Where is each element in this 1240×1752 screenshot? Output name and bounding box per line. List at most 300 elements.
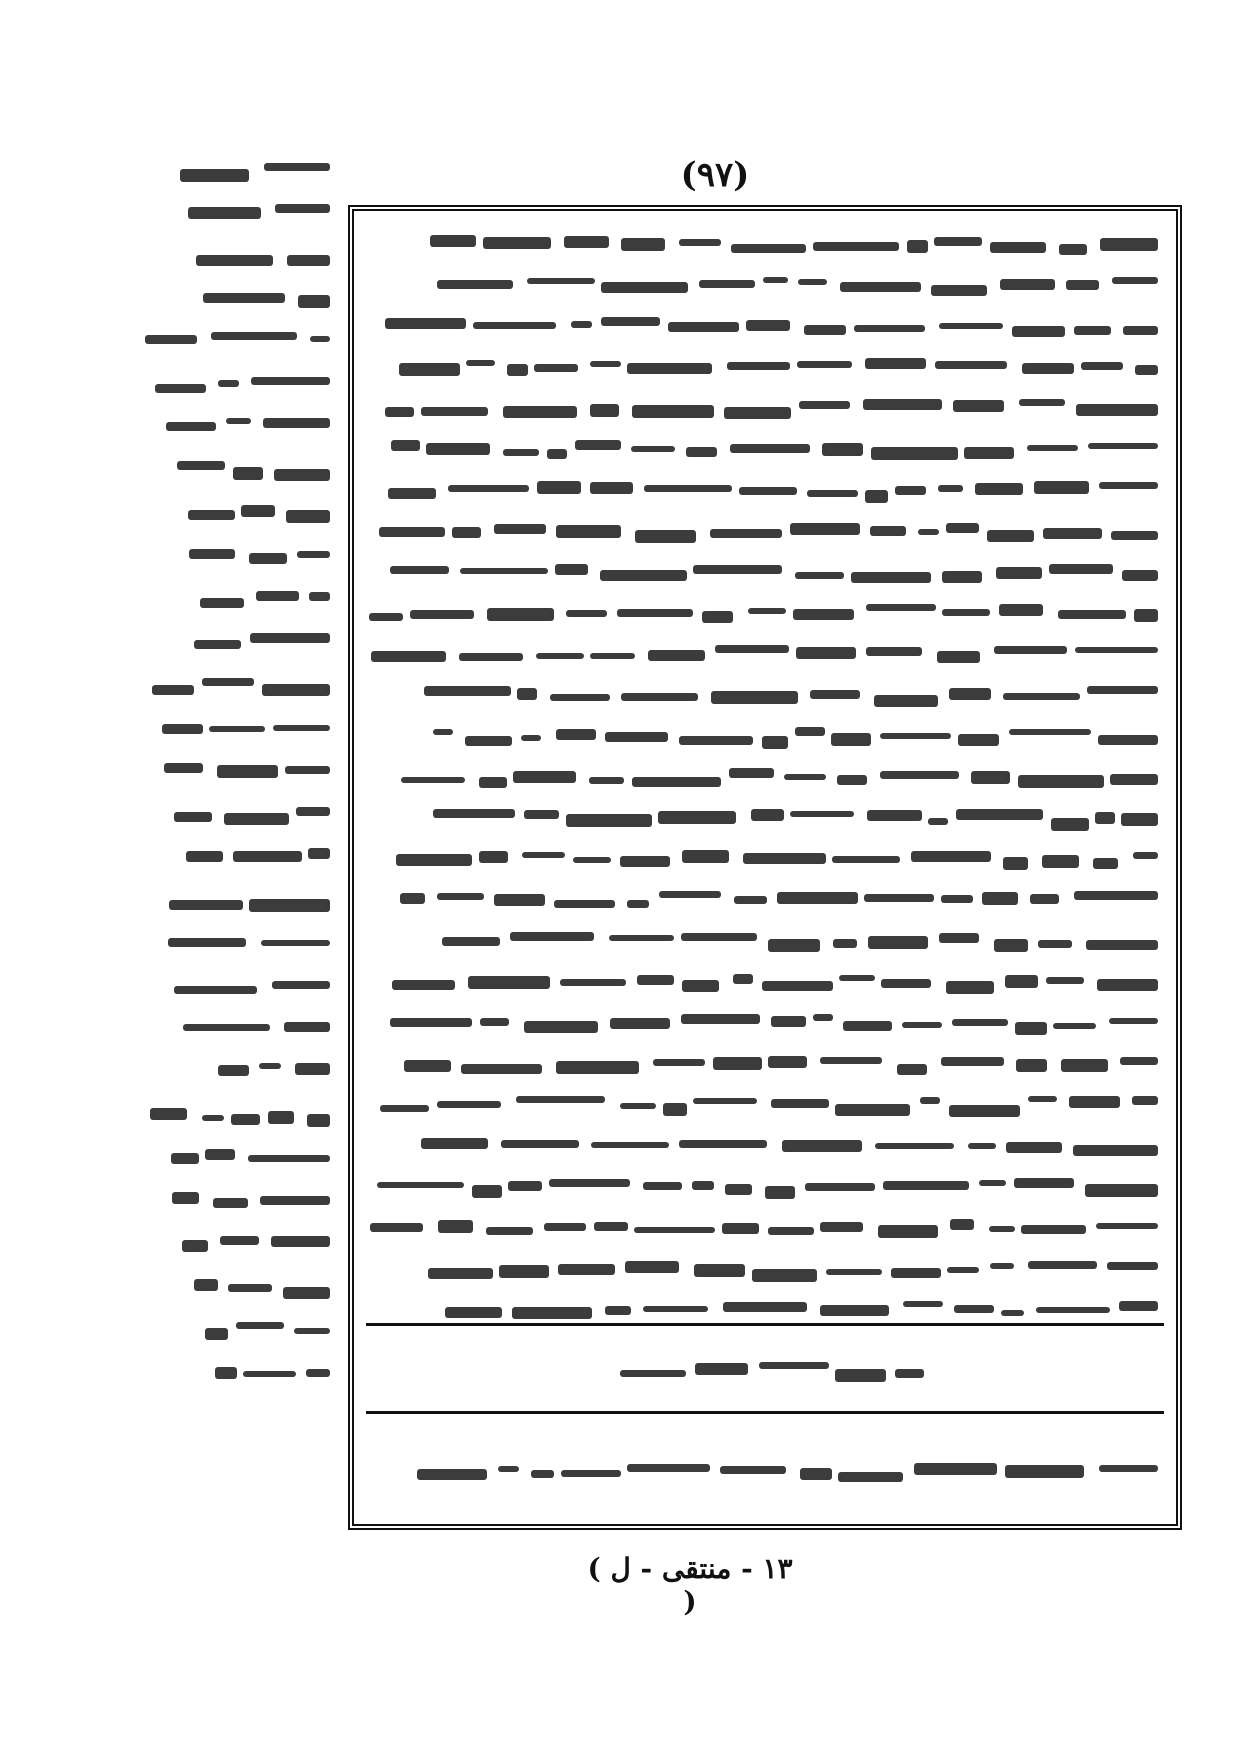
ink-word [370,1223,423,1232]
ink-word [643,1306,708,1312]
ink-word [1005,1465,1084,1478]
ink-word [1012,326,1065,337]
ink-word [188,207,261,219]
side-text-line [140,924,330,960]
ink-word [231,1114,260,1125]
ink-word [172,1192,199,1204]
ink-word [653,1059,705,1066]
side-text-line [140,666,330,702]
ink-word [880,733,951,739]
ink-word [659,891,721,898]
ink-word [236,1322,284,1329]
ink-word [268,1111,294,1124]
ink-word [283,1287,330,1299]
ink-word [385,407,414,417]
ink-word [643,1182,682,1190]
ink-word [699,280,755,288]
ink-word [385,318,466,329]
ink-word [1120,1057,1158,1065]
ink-word [768,1227,814,1235]
ink-word [249,899,330,912]
ink-word [720,1466,786,1474]
ink-word [1005,975,1038,988]
ink-word [727,362,790,370]
ink-word [795,727,825,736]
ink-word [771,1099,829,1108]
ink-word [1030,894,1059,904]
ink-word [480,1018,509,1026]
ink-word [784,774,826,780]
ink-word [171,1153,199,1164]
ink-word [1132,1096,1158,1105]
main-text-line [372,430,1158,466]
ink-word [271,1236,330,1247]
main-text-body [372,225,1158,1305]
ink-word [521,735,541,741]
ink-word [934,237,982,246]
ink-word [561,1470,621,1477]
ink-word [233,467,263,480]
ink-word [1028,1261,1097,1269]
ink-word [1100,238,1158,251]
ink-word [835,1369,886,1382]
ink-word [527,278,595,284]
ink-word [483,237,551,249]
ink-word [534,364,578,372]
ink-word [952,1019,1008,1026]
ink-word [1049,564,1113,574]
ink-word [233,851,302,862]
side-text-line [140,451,330,487]
ink-word [162,724,203,734]
ink-word [150,1108,187,1120]
ink-word [833,939,857,948]
ink-word [865,490,888,503]
main-text-line [372,348,1158,384]
ink-word [1014,1178,1074,1188]
ink-word [609,935,674,941]
ink-word [522,852,565,858]
ink-word [1088,443,1158,449]
ink-word [621,238,665,251]
ink-word [259,1063,281,1069]
ink-word [632,777,721,787]
ink-word [928,818,948,825]
ink-word [437,893,484,900]
ink-word [810,690,860,699]
ink-word [1036,1307,1110,1313]
ink-word [692,1181,714,1190]
main-text-last-line [372,1453,1158,1489]
ink-word [999,604,1043,616]
ink-word [250,633,330,643]
ink-word [1074,891,1158,900]
ink-word [524,1021,598,1033]
side-text-line [140,365,330,401]
ink-word [771,1016,806,1027]
ink-word [866,604,936,611]
ink-word [433,729,453,735]
ink-word [202,1115,224,1121]
ink-word [468,976,550,989]
ink-word [804,325,846,335]
ink-word [990,1263,1014,1269]
ink-word [410,610,474,619]
ink-word [556,525,621,538]
ink-word [1009,729,1091,735]
ink-word [679,1140,767,1148]
ink-word [947,1267,979,1273]
ink-word [556,729,596,740]
main-text-line [372,225,1158,261]
ink-word [831,733,871,746]
ink-word [205,1328,228,1340]
ink-word [987,530,1034,542]
ink-word [188,510,235,520]
ink-word [306,1369,330,1377]
ink-word [426,443,490,455]
ink-word [448,485,529,492]
ink-word [213,1198,248,1208]
ink-word [556,1061,639,1074]
ink-word [939,323,1003,329]
side-text-line [140,838,330,874]
ink-word [694,1264,745,1277]
ink-word [513,771,576,783]
side-text-line [140,1225,330,1261]
ink-word [437,280,513,289]
ink-word [273,725,330,731]
ink-word [1075,647,1158,653]
ink-word [946,981,994,994]
ink-word [1076,404,1158,416]
ink-word [390,1018,472,1027]
ink-word [461,1064,542,1074]
ink-word [617,609,693,617]
ink-word [438,1220,473,1233]
ink-word [601,317,660,326]
ink-word [460,568,548,574]
ink-word [564,236,609,248]
ink-word [1073,1145,1158,1156]
ink-word [710,529,782,538]
ink-word [566,610,607,617]
ink-word [954,1305,994,1313]
ink-word [627,1464,710,1472]
side-text-line [140,881,330,917]
side-text-line [140,580,330,616]
ink-word [739,487,797,495]
page-number: (٩٧) [680,155,750,195]
ink-word [1043,528,1102,539]
page-footer-label: ( ١٣ - منتقى - ل ) [587,1552,793,1618]
ink-word [1019,399,1065,406]
ink-word [941,1057,1004,1066]
ink-word [790,811,854,817]
side-text-line [140,150,330,186]
ink-word [459,653,523,661]
side-text-line [140,537,330,573]
ink-word [396,854,472,866]
main-text-line [372,471,1158,507]
ink-word [946,523,979,533]
ink-word [547,449,567,459]
ink-word [1069,1096,1120,1108]
ink-word [1022,363,1074,374]
ink-word [1038,940,1072,948]
ink-word [1001,1310,1024,1316]
ink-word [421,407,488,416]
ink-word [507,364,528,376]
ink-word [748,608,786,614]
ink-word [498,1466,519,1472]
main-text-line [372,676,1158,712]
ink-word [777,892,858,904]
ink-word [796,647,856,659]
ink-word [145,335,197,344]
ink-word [194,1279,218,1291]
ink-word [1121,813,1158,826]
ink-word [590,653,635,659]
ink-word [635,530,696,543]
main-text-line [372,1045,1158,1081]
ink-word [560,979,626,986]
ink-word [832,856,900,863]
ink-word [309,592,330,601]
main-text-line [372,553,1158,589]
ink-word [914,1463,997,1475]
ink-word [241,505,275,517]
ink-word [298,295,330,308]
ink-word [262,684,330,696]
ink-word [479,851,508,863]
side-text-line [140,752,330,788]
ink-word [733,974,753,984]
ink-word [621,693,698,701]
ink-word [724,407,791,419]
ink-word [795,572,844,579]
ink-word [1095,812,1115,824]
ink-word [939,933,979,943]
ink-word [843,1021,892,1031]
ink-word [996,567,1042,579]
ink-word [1133,852,1158,859]
ink-word [404,1060,451,1072]
ink-word [445,1307,502,1318]
ink-word [424,686,511,696]
ink-word [734,896,767,904]
ink-word [286,510,330,523]
ink-word [452,527,481,538]
ink-word [681,1014,760,1024]
ink-word [243,1371,296,1377]
ink-word [174,986,257,994]
ink-word [1087,686,1158,694]
main-text-line [372,1209,1158,1245]
ink-word [1099,1465,1158,1472]
ink-word [499,1265,549,1278]
ink-word [937,651,980,663]
main-text-line [372,1250,1158,1286]
ink-word [838,1472,903,1482]
ink-word [285,766,330,774]
ink-word [634,1227,715,1233]
ink-word [668,322,739,332]
ink-word [782,1140,862,1152]
ink-word [826,1269,882,1275]
ink-word [729,768,774,778]
ink-word [555,564,588,575]
ink-word [1042,855,1079,868]
ink-word [1096,1223,1158,1229]
ink-word [274,469,330,481]
main-text-line [372,799,1158,835]
ink-word [307,1114,330,1127]
ink-word [516,1096,605,1103]
ink-word [835,1104,910,1116]
ink-word [1110,774,1158,785]
ink-word [752,1269,817,1282]
ink-word [479,777,507,788]
ink-word [1061,1059,1108,1072]
side-text-line [140,795,330,831]
ink-word [591,1142,669,1148]
ink-word [174,812,212,822]
ink-word [503,449,539,456]
ink-word [648,650,705,661]
ink-word [768,939,820,952]
ink-word [220,1236,259,1245]
ink-word [797,361,852,368]
ink-word [763,277,788,283]
main-text-line [372,266,1158,302]
ink-word [1003,693,1080,700]
ink-word [1053,1023,1096,1029]
ink-word [631,446,675,452]
ink-word [264,163,330,171]
ink-word [822,443,863,456]
ink-word [152,685,194,695]
ink-word [625,1261,679,1273]
ink-word [964,447,1014,459]
ink-word [503,406,577,418]
main-text-line [372,1127,1158,1163]
ink-word [820,1222,863,1232]
ink-word [487,608,554,621]
main-text-line [372,594,1158,630]
ink-word [713,1057,762,1070]
ink-word [878,1225,938,1238]
ink-word [682,850,729,863]
ink-word [768,1056,807,1068]
ink-word [1109,1018,1158,1024]
ink-word [392,980,455,990]
ink-word [308,848,330,859]
ink-word [218,380,239,387]
ink-word [177,461,225,470]
ink-word [442,937,500,946]
ink-word [743,853,826,864]
side-text-line [140,1010,330,1046]
ink-word [935,361,1007,369]
side-text-line [140,1354,330,1390]
section-rule-top [366,1323,1164,1326]
ink-word [1027,445,1078,451]
ink-word [1066,280,1099,290]
ink-word [294,1328,330,1334]
ink-word [989,1226,1015,1232]
ink-word [605,1306,631,1315]
ink-word [1123,326,1158,335]
ink-word [953,400,1004,412]
ink-word [751,809,784,821]
ink-word [956,809,1043,820]
ink-word [790,523,860,535]
ink-word [942,609,990,616]
ink-word [730,444,810,453]
ink-word [805,1183,875,1191]
ink-word [575,440,621,450]
ink-word [820,1305,889,1316]
main-text-line [372,1168,1158,1204]
ink-word [911,851,991,862]
ink-word [566,814,652,827]
ink-word [837,775,867,785]
ink-word [590,361,621,367]
ink-word [895,486,926,495]
ink-word [437,1101,501,1108]
ink-word [871,447,958,460]
main-text-line [372,881,1158,917]
ink-word [693,565,782,574]
ink-word [189,549,235,559]
ink-word [558,1264,615,1275]
ink-word [663,1103,687,1116]
ink-word [610,1018,670,1029]
ink-word [391,440,420,451]
ink-word [1111,531,1158,540]
ink-word [1074,326,1111,335]
ink-word [180,169,249,182]
ink-word [510,932,594,941]
side-text-line [140,279,330,315]
ink-word [693,1098,757,1104]
ink-word [590,482,633,494]
ink-word [508,1181,542,1191]
ink-word [421,1138,488,1149]
ink-word [715,645,789,653]
ink-word [284,1022,330,1032]
ink-word [765,1186,795,1199]
ink-word [430,235,476,247]
ink-word [1135,365,1158,375]
side-text-line [140,408,330,444]
ink-word [731,244,806,253]
ink-word [296,807,330,816]
ink-word [512,1307,592,1319]
ink-word [248,1155,330,1162]
ink-word [920,1097,940,1104]
ink-word [1021,1225,1086,1234]
main-text-line [372,1086,1158,1122]
ink-word [903,1301,943,1307]
side-text-line [140,1096,330,1132]
ink-word [186,851,223,862]
ink-word [228,1284,272,1292]
ink-word [261,940,330,946]
ink-word [399,363,460,376]
ink-word [627,363,712,374]
